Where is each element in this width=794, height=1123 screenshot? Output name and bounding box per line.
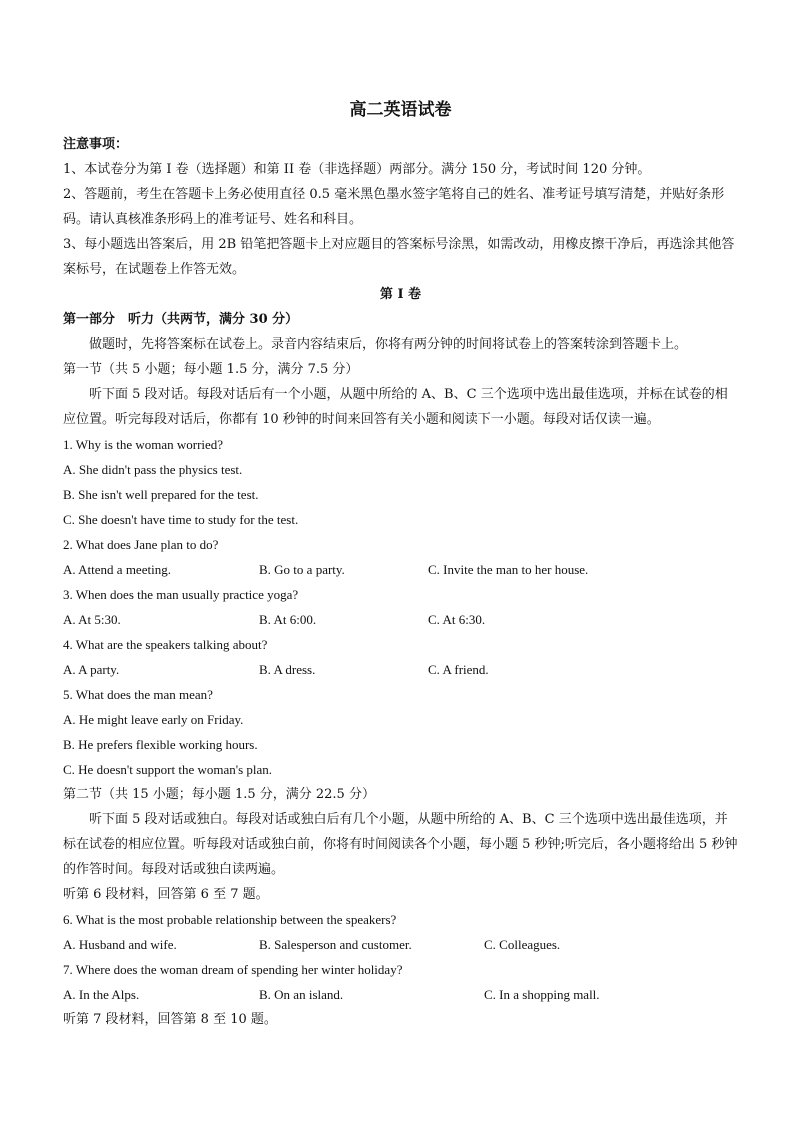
- question-7-options: [63, 982, 738, 1007]
- notice-item-3: 3、每小题选出答案后，用 2B 铅笔把答题卡上对应题目的答案标号涂黑，如需改动，用橡皮擦干净后，再选涂其他答案标号，在试题卷上作答无效。: [63, 237, 735, 277]
- question-5-option-b: B. He prefers flexible working hours.: [63, 737, 258, 752]
- notice-item-1: 1、本试卷分为第 I 卷（选择题）和第 II 卷（非选择题）两部分。满分 150 分，考试时间 120 分钟。: [63, 162, 651, 177]
- notice-item-2: 2、答题前，考生在答题卡上务必使用直径 0.5 毫米黑色墨水签字笔将自己的姓名、准考证号填写清楚，并贴好条形码。请认真核准条形码上的准考证号、姓名和科目。: [63, 187, 725, 227]
- exam-page: [63, 98, 738, 1032]
- question-4-option-c: C. A friend.: [428, 662, 489, 677]
- question-7-option-a: A. In the Alps.: [63, 987, 140, 1002]
- volume-title: 第 I 卷: [379, 287, 422, 302]
- question-6-option-a: A. Husband and wife.: [63, 937, 177, 952]
- notice-heading: 注意事项：: [63, 137, 129, 152]
- question-2-options: [63, 557, 738, 582]
- section1-instruction: 听下面 5 段对话。每段对话后有一个小题，从题中所给的 A、B、C 三个选项中选出最佳选项，并标在试卷的相应位置。听完每段对话后，你都有 10 秒钟的时间来回答有关小题和阅读下一小题。每段对话仅读一遍。: [63, 387, 728, 427]
- section2-instruction: 听下面 5 段对话或独白。每段对话或独白后有几个小题，从题中所给的 A、B、C 三个选项中选出最佳选项，并标在试卷的相应位置。听每段对话或独白前，你将有时间阅读各个小题，每小题 5 秒钟;听完后，各小题将给出 5 秒钟的作答时间。每段对话或独白读两遍。: [63, 812, 738, 877]
- question-5-option-a: A. He might leave early on Friday.: [63, 712, 244, 727]
- question-2-stem: 2. What does Jane plan to do?: [63, 537, 219, 552]
- question-2-option-b: B. Go to a party.: [259, 562, 345, 577]
- question-3-options: [63, 607, 738, 632]
- part1-instruction: 做题时，先将答案标在试卷上。录音内容结束后，你将有两分钟的时间将试卷上的答案转涂到答题卡上。: [89, 337, 688, 352]
- question-3-option-a: A. At 5:30.: [63, 612, 121, 627]
- question-5-stem: 5. What does the man mean?: [63, 687, 213, 702]
- question-1-option-b: B. She isn't well prepared for the test.: [63, 487, 259, 502]
- section1-heading: 第一节（共 5 小题；每小题 1.5 分，满分 7.5 分）: [63, 362, 359, 377]
- question-6-option-c: C. Colleagues.: [484, 937, 561, 952]
- question-5-option-c: C. He doesn't support the woman's plan.: [63, 762, 273, 777]
- question-1-stem: 1. Why is the woman worried?: [63, 437, 224, 452]
- question-4-option-b: B. A dress.: [259, 662, 316, 677]
- question-1-option-c: C. She doesn't have time to study for the test.: [63, 512, 299, 527]
- material-7-note: 听第 7 段材料，回答第 8 至 10 题。: [63, 1012, 277, 1027]
- page-title: 高二英语试卷: [349, 100, 452, 120]
- material-6-note: 听第 6 段材料，回答第 6 至 7 题。: [63, 887, 269, 902]
- question-4-stem: 4. What are the speakers talking about?: [63, 637, 268, 652]
- question-3-option-c: C. At 6:30.: [428, 612, 486, 627]
- section2-heading: 第二节（共 15 小题；每小题 1.5 分，满分 22.5 分）: [63, 787, 375, 802]
- question-3-option-b: B. At 6:00.: [259, 612, 317, 627]
- question-6-options: [63, 932, 738, 957]
- question-1-option-a: A. She didn't pass the physics test.: [63, 462, 243, 477]
- question-2-option-a: A. Attend a meeting.: [63, 562, 171, 577]
- part1-heading: 第一部分 听力（共两节，满分 30 分）: [63, 312, 299, 327]
- question-7-stem: 7. Where does the woman dream of spending her winter holiday?: [63, 962, 403, 977]
- question-4-options: [63, 657, 738, 682]
- question-6-option-b: B. Salesperson and customer.: [259, 937, 412, 952]
- question-6-stem: 6. What is the most probable relationship between the speakers?: [63, 912, 397, 927]
- question-4-option-a: A. A party.: [63, 662, 120, 677]
- question-3-stem: 3. When does the man usually practice yoga?: [63, 587, 299, 602]
- question-7-option-c: C. In a shopping mall.: [484, 987, 600, 1002]
- question-7-option-b: B. On an island.: [259, 987, 344, 1002]
- question-2-option-c: C. Invite the man to her house.: [428, 562, 589, 577]
